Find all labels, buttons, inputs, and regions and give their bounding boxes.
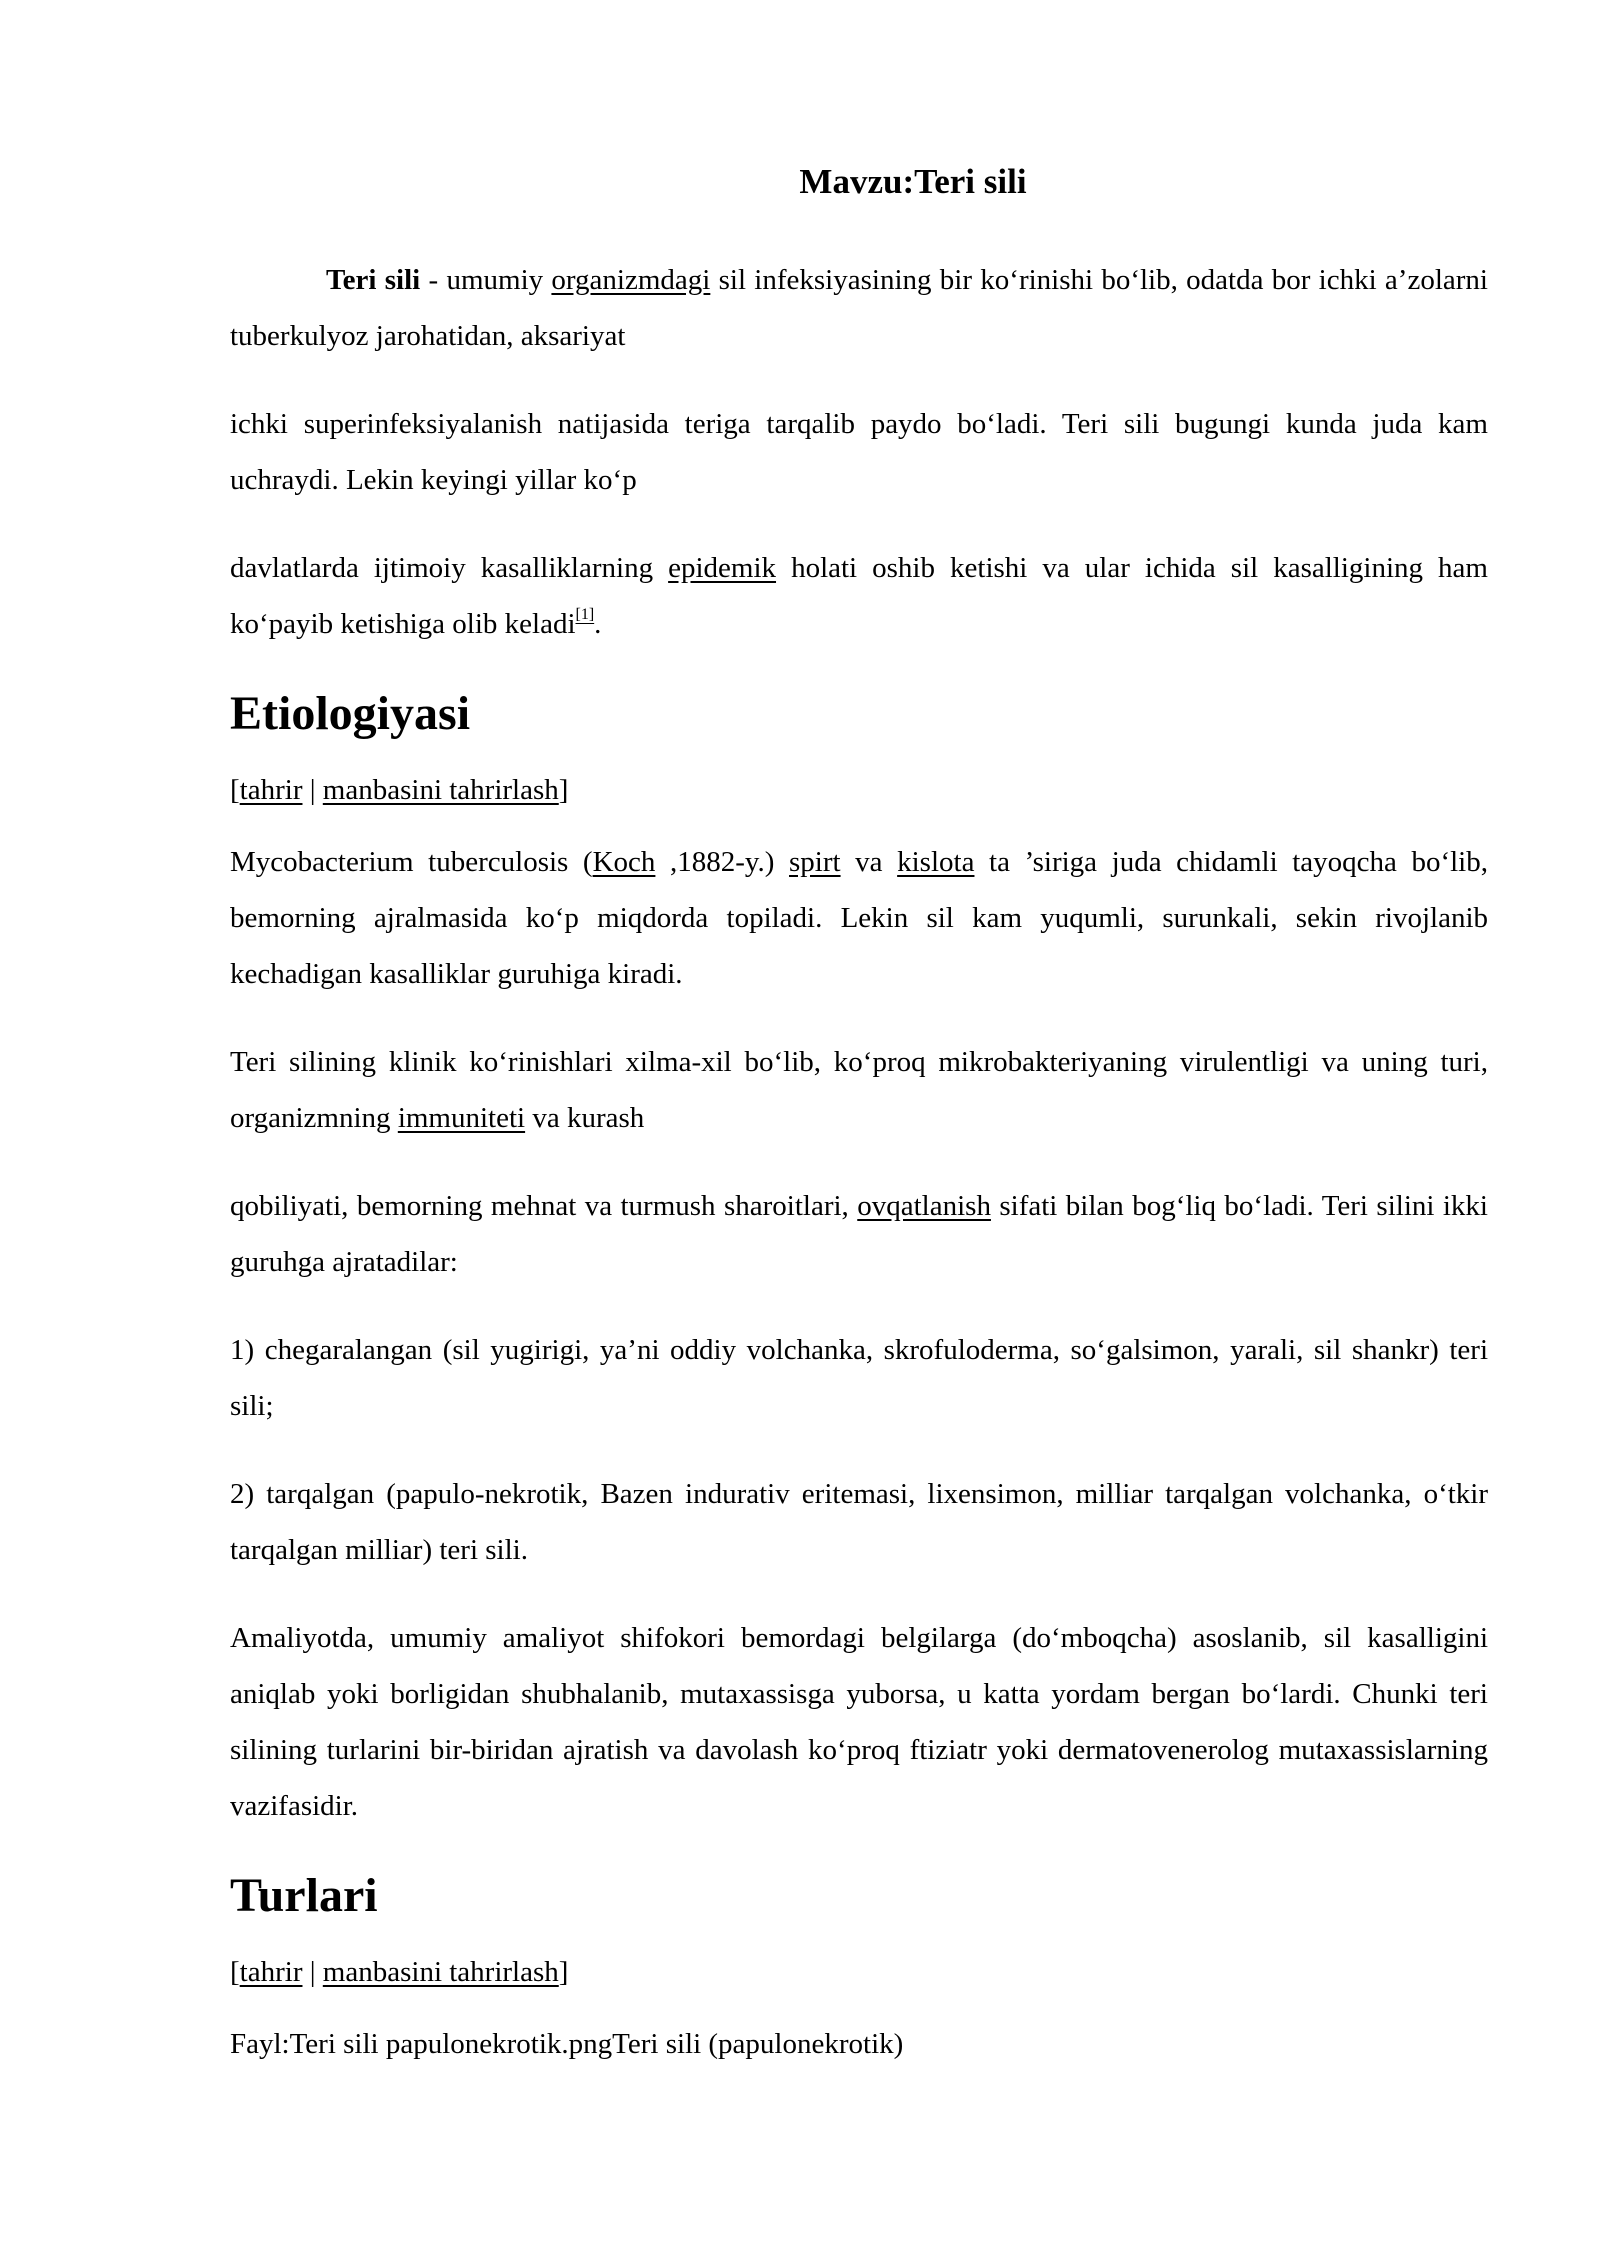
bracket-close: ] [558, 1956, 569, 1988]
term-bold: Teri sili [326, 264, 421, 296]
edit-links-etiology [230, 762, 1488, 818]
link-spirt[interactable]: spirt [789, 846, 841, 878]
text-span: Teri silining klinik ko‘rinishlari xilma-xil bo‘lib, ko‘proq mikrobakteriyaning virulentligi va uning turi, organizmning [230, 1046, 1488, 1134]
link-epidemik[interactable]: epidemik [668, 552, 777, 584]
intro-paragraph-3 [230, 540, 1488, 652]
edit-source-link[interactable]: manbasini tahrirlash [322, 1956, 559, 1988]
link-ovqatlanish[interactable]: ovqatlanish [857, 1190, 991, 1222]
page-title: Mavzu:Teri sili [799, 162, 1027, 201]
text-span: sil infeksiyasining bir ko‘rinishi bo‘lib, odatda bor ichki a’zolarni tuberkulyoz jarohatidan, aksariyat [230, 264, 1488, 352]
link-koch[interactable]: Koch [592, 846, 656, 878]
separator: | [302, 1956, 323, 1988]
link-immuniteti[interactable]: immuniteti [397, 1102, 526, 1134]
text-span: - umumiy [420, 264, 552, 296]
link-kislota[interactable]: kislota [897, 846, 975, 878]
text-span: va kurash [525, 1102, 645, 1134]
heading-etiologiyasi: Etiologiyasi [230, 687, 471, 740]
edit-links-types [230, 1944, 1488, 2000]
etiology-paragraph-3 [230, 1178, 1488, 1290]
bracket-open: [ [230, 774, 240, 806]
types-file-caption: Fayl:Teri sili papulonekrotik.pngTeri sili (papulonekrotik) [230, 2028, 904, 2060]
edit-link[interactable]: tahrir [239, 1956, 303, 1988]
text-span: holati oshib ketishi va ular ichida sil kasalligining ham ko‘payib ketishiga olib keladi [230, 552, 1488, 640]
etiology-list-item-1: 1) chegaralangan (sil yugirigi, ya’ni oddiy volchanka, skrofuloderma, so‘galsimon, yarali, sil shankr) teri sili; [230, 1334, 1488, 1422]
text-span: sifati bilan bog‘liq bo‘ladi. Teri silini ikki guruhga ajratadilar: [230, 1190, 1488, 1278]
etiology-list-item-2: 2) tarqalgan (papulo-nekrotik, Bazen indurativ eritemasi, lixensimon, milliar tarqalgan volchanka, o‘tkir tarqalgan milliar) teri sili. [230, 1478, 1488, 1566]
etiology-paragraph-1 [230, 834, 1488, 1002]
text-span: va [840, 846, 898, 878]
intro-paragraph-2: ichki superinfeksiyalanish natijasida teriga tarqalib paydo bo‘ladi. Teri sili bugungi kunda juda kam uchraydi. Lekin keyingi yillar ko‘p [230, 408, 1488, 496]
text-span: Mycobacterium tuberculosis ( [230, 846, 593, 878]
text-span: . [594, 608, 602, 640]
heading-turlari: Turlari [230, 1869, 378, 1922]
document-content [230, 162, 1488, 2104]
etiology-paragraph-2 [230, 1034, 1488, 1146]
text-span: davlatlarda ijtimoiy kasalliklarning [230, 552, 669, 584]
text-span: qobiliyati, bemorning mehnat va turmush sharoitlari, [230, 1190, 858, 1222]
text-span: ,1882-y.) [655, 846, 790, 878]
bracket-open: [ [230, 1956, 240, 1988]
bracket-close: ] [558, 774, 569, 806]
link-organizmdagi[interactable]: organizmdagi [551, 264, 711, 296]
footnote-ref-1[interactable]: [1] [575, 606, 595, 623]
intro-paragraph-1 [230, 252, 1488, 364]
edit-link[interactable]: tahrir [239, 774, 303, 806]
edit-source-link[interactable]: manbasini tahrirlash [322, 774, 559, 806]
etiology-paragraph-6: Amaliyotda, umumiy amaliyot shifokori bemordagi belgilarga (do‘mboqcha) asoslanib, sil kasalligini aniqlab yoki borligidan shubhalanib, mutaxassisga yuborsa, u katta yordam bergan bo‘lardi. Chunki teri silining turlarini bir-biridan ajratish va davolash ko‘proq ftiziatr yoki dermatovenerolog mutaxassislarning vazifasidir. [230, 1622, 1488, 1822]
separator: | [302, 774, 323, 806]
text-span: ta ’siriga juda chidamli tayoqcha bo‘lib, bemorning ajralmasida ko‘p miqdorda topiladi. Lekin sil kam yuqumli, surunkali, sekin rivojlanib kechadigan kasalliklar guruhiga kiradi. [230, 846, 1488, 990]
